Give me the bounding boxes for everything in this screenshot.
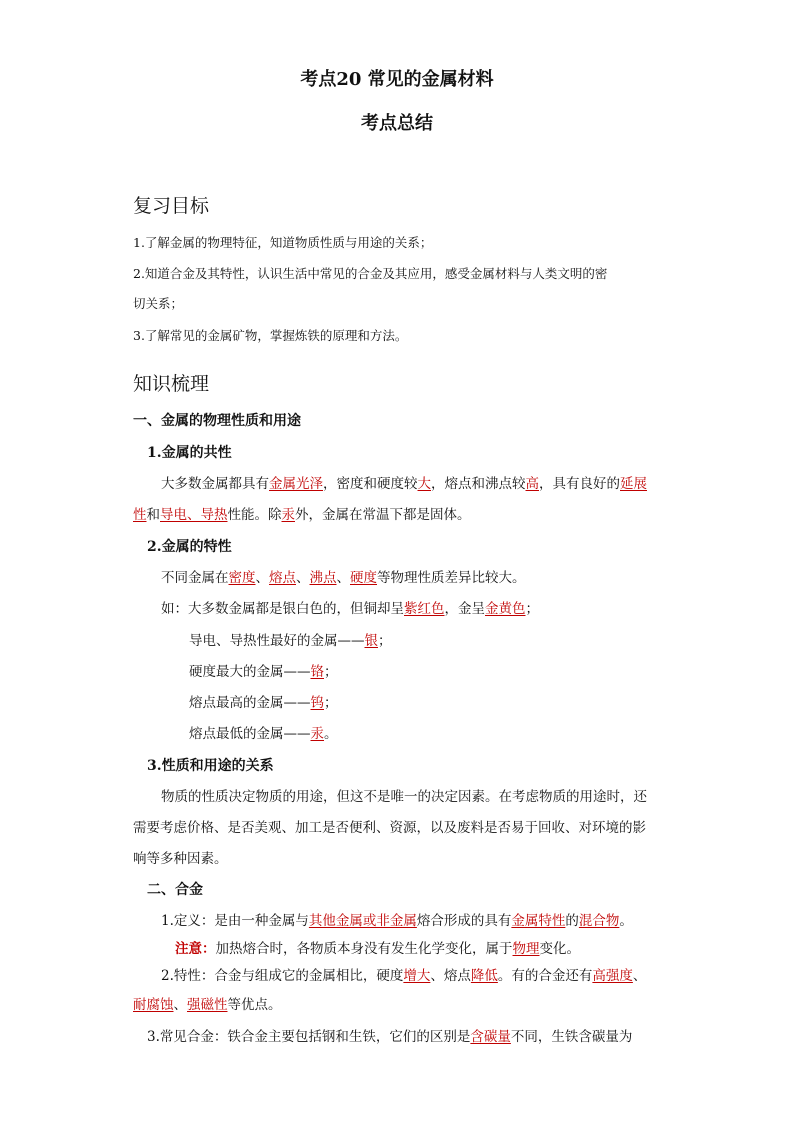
text: 。有的合金还有 [497, 968, 593, 984]
text: ； [324, 695, 338, 711]
text: 和 [146, 507, 160, 523]
paragraph-line [189, 662, 338, 682]
text: 不同金属在 [161, 570, 229, 586]
text: 熔点最高的金属—— [189, 695, 311, 711]
text: 、 [632, 968, 647, 984]
key-term: 紫红色 [404, 601, 445, 617]
note-label: 注意： [175, 941, 216, 957]
text: 、熔点 [430, 968, 471, 984]
text: 等优点。 [227, 997, 282, 1013]
text: ； [378, 633, 392, 649]
paragraph-line [133, 995, 282, 1015]
paragraph-line [189, 693, 338, 713]
text: ； [324, 664, 338, 680]
text: 如：大多数金属都是银白色的，但铜却呈 [161, 601, 404, 617]
key-term: 汞 [281, 507, 295, 523]
goal-item-1: 1.了解金属的物理特征，知道物质性质与用途的关系； [133, 235, 433, 250]
text: 熔点最低的金属—— [189, 726, 311, 742]
text: 、 [255, 570, 269, 586]
note-line [175, 939, 580, 959]
text: 1.定义：是由一种金属与 [161, 913, 309, 929]
key-term: 金黄色 [485, 601, 526, 617]
key-term: 沸点 [309, 570, 337, 586]
goal-item-3: 3.了解常见的金属矿物，掌握炼铁的原理和方法。 [133, 328, 408, 343]
text: 大多数金属都具有 [161, 476, 269, 492]
paragraph-line: 需要考虑价格、是否美观、加工是否便利、资源，以及废料是否易于回收、对环境的影 [133, 820, 646, 836]
section-2-title: 二、合金 [147, 882, 203, 898]
paragraph-line [161, 911, 633, 931]
paragraph-line: 响等多种因素。 [133, 851, 228, 867]
key-term: 含碳量 [470, 1029, 511, 1045]
paragraph-line [161, 599, 539, 619]
text: 变化。 [539, 941, 580, 957]
text: 3.常见合金：铁合金主要包括钢和生铁，它们的区别是 [147, 1029, 471, 1045]
key-term: 导电、导热 [160, 507, 228, 523]
paragraph-line [189, 724, 338, 744]
goals-heading: 复习目标 [133, 195, 210, 217]
page-subtitle: 考点总结 [361, 113, 433, 134]
text: 加热熔合时，各物质本身没有发生化学变化，属于 [215, 941, 513, 957]
text: 、 [336, 570, 350, 586]
text: 的 [565, 913, 579, 929]
key-term: 金属特性 [511, 913, 566, 929]
key-term: 硬度 [350, 570, 377, 586]
paragraph-line [133, 505, 471, 525]
key-term: 耐腐蚀 [133, 997, 174, 1013]
subsection-2-title: 2.金属的特性 [147, 539, 232, 555]
text: 2.特性：合金与组成它的金属相比，硬度 [161, 968, 404, 984]
text: 、 [296, 570, 310, 586]
text: ，密度和硬度较 [323, 476, 418, 492]
subsection-3-title: 3.性质和用途的关系 [147, 758, 274, 774]
text: 等物理性质差异比较大。 [377, 570, 526, 586]
key-term: 其他金属或非金属 [308, 913, 417, 929]
key-term: 性 [133, 507, 147, 523]
key-term: 增大 [403, 968, 431, 984]
text: 外，金属在常温下都是固体。 [295, 507, 471, 523]
key-term: 银 [364, 633, 378, 649]
key-term: 物理 [512, 941, 540, 957]
paragraph-line [161, 474, 647, 494]
text: 。 [324, 726, 338, 742]
page-title: 考点20 常见的金属材料 [300, 69, 494, 90]
goal-item-2-cont: 切关系； [133, 296, 184, 311]
paragraph-line [161, 568, 526, 588]
key-term: 延展 [620, 476, 647, 492]
paragraph-line [161, 966, 646, 986]
text: 导电、导热性最好的金属—— [189, 633, 365, 649]
text: ； [525, 601, 539, 617]
key-term: 混合物 [578, 913, 620, 929]
paragraph-line [189, 631, 392, 651]
key-term: 熔点 [269, 570, 296, 586]
text: 。 [619, 913, 633, 929]
text: 、 [173, 997, 187, 1013]
text: ，金呈 [444, 601, 485, 617]
paragraph-line: 物质的性质决定物质的用途，但这不是唯一的决定因素。在考虑物质的用途时，还 [161, 789, 647, 805]
text: ，具有良好的 [539, 476, 620, 492]
paragraph-line [147, 1027, 632, 1047]
subsection-1-title: 1.金属的共性 [147, 445, 232, 461]
key-term: 金属光泽 [269, 476, 323, 492]
text: 不同，生铁含碳量为 [510, 1029, 633, 1045]
text: 熔合形成的具有 [416, 913, 512, 929]
key-term: 高强度 [592, 968, 633, 984]
key-term: 强磁性 [187, 997, 228, 1013]
key-term: 钨 [310, 695, 324, 711]
key-term: 铬 [310, 664, 324, 680]
text: ，熔点和沸点较 [431, 476, 526, 492]
section-1-title: 一、金属的物理性质和用途 [133, 413, 301, 429]
text: 硬度最大的金属—— [189, 664, 311, 680]
key-term: 高 [525, 476, 539, 492]
goal-item-2: 2.知道合金及其特性，认识生活中常见的合金及其应用，感受金属材料与人类文明的密 [133, 266, 608, 281]
key-term: 降低 [470, 968, 498, 984]
key-term: 大 [417, 476, 431, 492]
knowledge-heading: 知识梳理 [133, 373, 210, 395]
text: 性能。除 [227, 507, 282, 523]
key-term: 汞 [310, 726, 324, 742]
key-term: 密度 [228, 570, 256, 586]
